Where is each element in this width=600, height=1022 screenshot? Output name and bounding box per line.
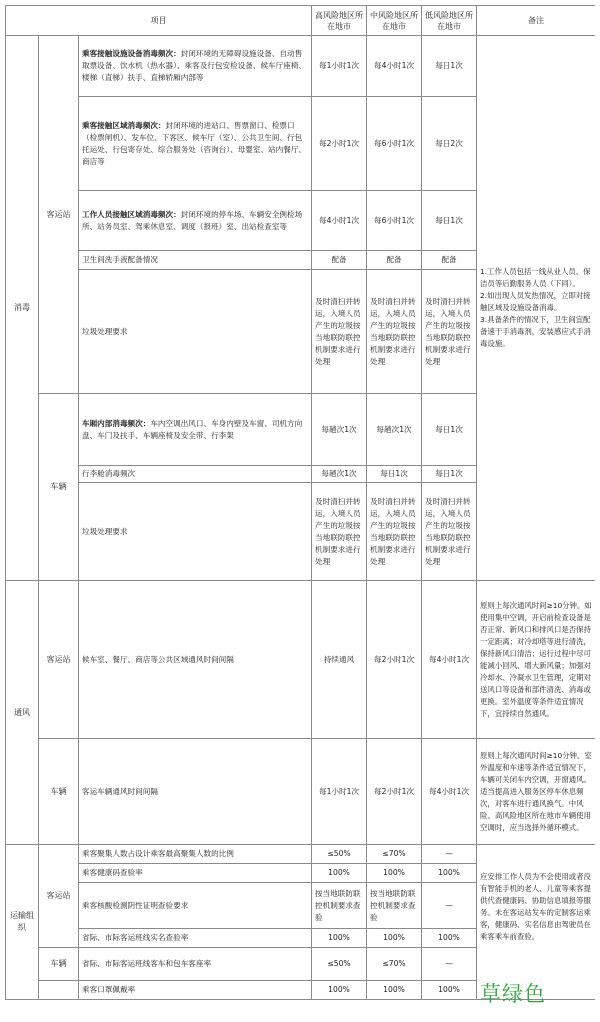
item-text: 封闭环境的停车场、车辆安全例检场所、站务员室、驾乘休息室、调度（报班）室、出站检查室等 [82, 209, 303, 231]
value-mid: 每日1次 [367, 466, 422, 483]
item-cell: 垃圾处理要求 [79, 270, 312, 394]
value-low: 每4小时1次 [422, 739, 477, 845]
item-cell: 卫生间洗手液配备情况 [79, 251, 312, 270]
value-mid: 每4小时1次 [367, 36, 422, 97]
spacer-cell [39, 981, 79, 1000]
value-low: 每日1次 [422, 466, 477, 483]
value-mid: 每6小时1次 [367, 191, 422, 251]
category-transport: 运输组织 [6, 845, 39, 1000]
remark-ventilate-station: 原则上每次通风时间≥10分钟。如使用集中空调，开启前检查设备是否正常、新风口和排风口是否保持一定距离；对冷却塔等进行清洗，保持新风口清洁；运行过程中尽可能减小回风、增大新风量；加强对冷却水、冷凝水卫生管理，定期对送风口等设备和部件清洗、消毒或更换。室外温度等条件适宜情况下，宜持续自然通风。 [477, 581, 595, 739]
epidemic-measures-table [5, 5, 595, 1000]
category-disinfect: 消毒 [6, 36, 39, 581]
header-high-risk: 高风险地区所在地市 [312, 6, 367, 36]
item-cell: 乘客健康码查验率 [79, 864, 312, 883]
value-high: 按当地联防联控机制要求查验 [312, 883, 367, 929]
value-high: 配备 [312, 251, 367, 270]
value-high: 每趟次1次 [312, 466, 367, 483]
item-text: 封闭环境的无障碍设施设备、自动售取票设备、饮水机（热水器）、乘客及行包安检设备、候车厅座椅、楼梯（直梯）扶手、直梯轿厢内部等 [82, 49, 307, 82]
value-mid: 按当地联防联控机制要求查验 [367, 883, 422, 929]
value-low: 100% [422, 864, 477, 883]
value-low: — [422, 948, 477, 981]
subcategory-vehicle: 车辆 [39, 394, 79, 581]
value-mid: 100% [367, 929, 422, 948]
header-remark: 备注 [477, 6, 595, 36]
value-low: 每4小时1次 [422, 581, 477, 739]
value-high: ≤50% [312, 845, 367, 864]
item-cell: 垃圾处理要求 [79, 483, 312, 581]
value-high: 100% [312, 929, 367, 948]
value-mid: 每2小时1次 [367, 739, 422, 845]
value-mid: 配备 [367, 251, 422, 270]
value-mid: 及时清扫并转运，入境人员产生的垃圾按当地联防联控机制要求进行处理 [367, 270, 422, 394]
value-mid: 每6小时1次 [367, 97, 422, 191]
subcategory-vehicle: 车辆 [39, 739, 79, 845]
item-cell: 乘客聚集人数占设计乘客最高聚集人数的比例 [79, 845, 312, 864]
value-low: 及时清扫并转运，入境人员产生的垃圾按当地联防联控机制要求进行处理 [422, 270, 477, 394]
item-title: 车厢内部消毒频次： [82, 418, 151, 428]
watermark-text: 草绿色 [480, 982, 546, 1006]
subcategory-station: 客运站 [39, 845, 79, 948]
subcategory-station: 客运站 [39, 36, 79, 394]
value-low: 每日1次 [422, 36, 477, 97]
value-mid: 每2小时1次 [367, 581, 422, 739]
value-mid: 100% [367, 981, 422, 1000]
item-cell [79, 394, 312, 466]
value-high: 每1小时1次 [312, 36, 367, 97]
item-cell [79, 36, 312, 97]
header-low-risk: 低风险地区所在地市 [422, 6, 477, 36]
category-ventilate: 通风 [6, 581, 39, 845]
subcategory-station: 客运站 [39, 581, 79, 739]
value-high: 及时清扫并转运，入境人员产生的垃圾按当地联防联控机制要求进行处理 [312, 270, 367, 394]
value-high: 每4小时1次 [312, 191, 367, 251]
item-title: 工作人员接触区域消毒频次： [82, 209, 181, 219]
subcategory-vehicle: 车辆 [39, 948, 79, 981]
item-cell: 客运车辆通风时间间隔 [79, 739, 312, 845]
value-low: 及时清扫并转运，入境人员产生的垃圾按当地联防联控机制要求进行处理 [422, 483, 477, 581]
value-high: 每2小时1次 [312, 97, 367, 191]
value-high: 持续通风 [312, 581, 367, 739]
item-cell: 省际、市际客运班线客车和包车客座率 [79, 948, 312, 981]
value-mid: 每趟次1次 [367, 394, 422, 466]
policy-table-page [5, 5, 595, 1022]
remark-transport: 应安排工作人员为不会使用或者没有智能手机的老人、儿童等乘客提供代查健康码、协助信息填报等服务。未在客运站发车的定制客运乘客，健康码、实名信息由驾驶员在乘客乘车前查验。 [477, 845, 595, 1000]
remark-ventilate-vehicle: 原则上每次通风时间≥10分钟。室外温度和车速等条件适宜情况下，车辆可关闭车内空调，开窗通风。适当提高进入服务区停车休息频次，对客车进行通风换气。中风险、高风险地区所在地市车辆使用空调时，应当选择外循环模式。 [477, 739, 595, 845]
item-cell: 候车室、餐厅、商店等公共区域通风时间间隔 [79, 581, 312, 739]
value-mid: 及时清扫并转运，入境人员产生的垃圾按当地联防联控机制要求进行处理 [367, 483, 422, 581]
value-low: 每日2次 [422, 97, 477, 191]
value-low: 每日1次 [422, 191, 477, 251]
value-high: ≤50% [312, 948, 367, 981]
table-row [6, 845, 596, 864]
header-mid-risk: 中风险地区所在地市 [367, 6, 422, 36]
item-title: 乘客接触区域消毒频次： [82, 120, 166, 130]
item-cell: 乘客核酸检测阴性证明查验要求 [79, 883, 312, 929]
item-cell: 行李舱消毒频次 [79, 466, 312, 483]
value-low: — [422, 883, 477, 929]
value-low: 配备 [422, 251, 477, 270]
value-low: 100% [422, 929, 477, 948]
remark-disinfect: 1.工作人员包括一线从业人员、保洁员等后勤服务人员（下同）。 2.如出现人员发热情况，立即对接触区域及设施设备消毒。 3.具备条件的情况下，卫生间宜配备速干手消毒剂，安装感应式手消毒设施。 [477, 36, 595, 581]
value-high: 每1小时1次 [312, 739, 367, 845]
header-item: 项目 [6, 6, 312, 36]
item-text: 车内空调出风口、车身内壁及车窗、司机方向盘、车门及扶手、车辆座椅及安全带、行李架 [82, 418, 303, 440]
table-row [6, 739, 596, 845]
item-text: 封闭环境的进站口、售票窗口、检票口（检票闸机）、发车位、下客区、候车厅（室）、公共卫生间、行包托运处、行包寄存处、综合服务处（咨询台）、母婴室、站内餐厅、商店等 [82, 120, 307, 166]
value-high: 及时清扫并转运，入境人员产生的垃圾按当地联防联控机制要求进行处理 [312, 483, 367, 581]
table-row [6, 36, 596, 97]
item-cell [79, 191, 312, 251]
value-low: — [422, 845, 477, 864]
value-mid: ≤70% [367, 948, 422, 981]
table-row [6, 581, 596, 739]
item-cell: 省际、市际客运班线实名查验率 [79, 929, 312, 948]
value-low: 100% [422, 981, 477, 1000]
table-header-row [6, 6, 596, 36]
item-title: 乘客接触设施设备消毒频次： [82, 49, 181, 58]
value-mid: ≤70% [367, 845, 422, 864]
value-mid: 100% [367, 864, 422, 883]
item-cell [79, 97, 312, 191]
value-high: 每趟次1次 [312, 394, 367, 466]
value-low: 每日1次 [422, 394, 477, 466]
value-high: 100% [312, 864, 367, 883]
item-cell: 乘客口罩佩戴率 [79, 981, 312, 1000]
value-high: 100% [312, 981, 367, 1000]
